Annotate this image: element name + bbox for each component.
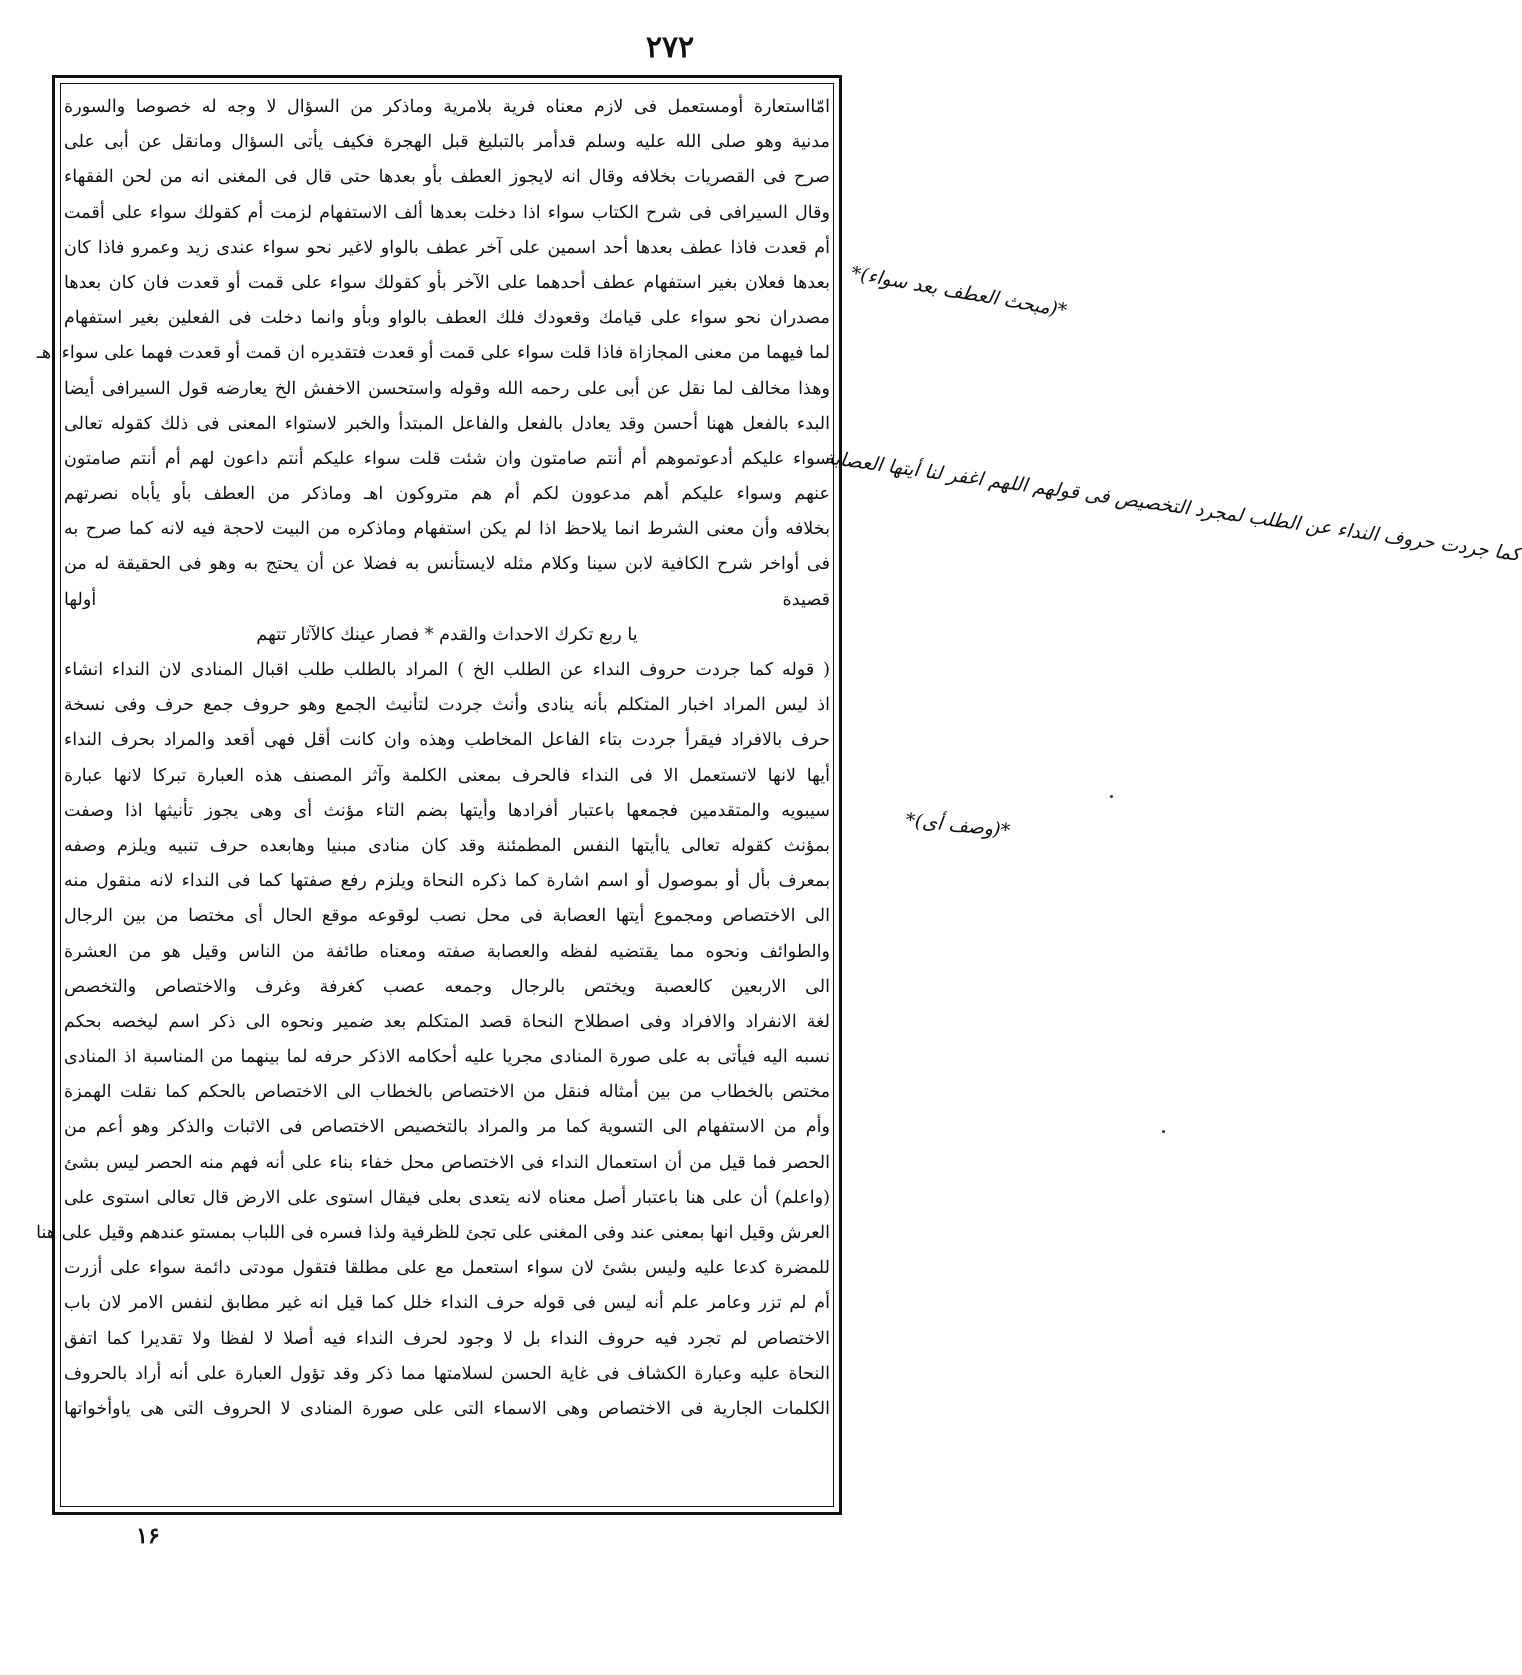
- text-line: لما فيهما من معنى المجازاة فاذا قلت سواء على قمت أو قعدت فتقديره ان قمت أو قعدت فهما على سواء اهـ: [36, 343, 830, 364]
- page-number: ۲۷۲: [645, 30, 695, 65]
- text-line: الاختصاص لم تجرد فيه حروف النداء بل لا وجود لحرف النداء فيه أصلا لا لفظا ولا تقديرا كما اتفق: [64, 1328, 830, 1349]
- margin-note-nida: كما جردت حروف النداء عن الطلب لمجرد التخصيص فى قولهم اللهم اغفر لنا أيتها العصابة: [823, 446, 1522, 566]
- text-line: مختص بالخطاب من بين أمثاله فنقل من الاختصاص بالخطاب الى الاختصاص بالحكم كما نقلت الهمزة: [64, 1082, 830, 1103]
- text-line: عنهم وسواء عليكم أهم مدعوون لكم أم هم متروكون اهـ وماذكر من العطف بأو يأباه نصرتهم: [64, 484, 830, 505]
- text-line: أم لم تزر وعامر علم أنه ليس فى قوله حرف النداء خلل كما قيل انه غير مطابق لنفس الامر لان باب: [64, 1293, 830, 1314]
- text-line: مدنية وهو صلى الله عليه وسلم قدأمر بالتبليغ قبل الهجرة فكيف يأتى السؤال ومانقل عن أبى على: [64, 132, 830, 153]
- text-line: فى أواخر شرح الكافية لابن سينا وكلام مثله لايستأنس به فضلا عن أن يحتج به وهو فى الحقيقة له من: [64, 554, 830, 575]
- text-line: النحاة عليه وعبارة الكشاف فى غاية الحسن لسلامتها مما ذكر وقد تؤول العبارة على أنه أراد بالحروف: [64, 1363, 830, 1384]
- text-line: أم قعدت فاذا عطف بعدها أحد اسمين على آخر عطف بالواو لاغير نحو سواء عندى زيد وعمرو فاذا كان: [64, 237, 830, 258]
- text-line: بمؤنث كقوله تعالى ياأيتها النفس المطمئنة وقد كان منادى مبنيا وهابعده حرف تنبيه ويلزم وصفه: [64, 835, 830, 856]
- text-line: بمعرف بأل أو بموصول أو اسم اشارة كما ذكره النحاة ويلزم رفع صفتها كما فى النداء لانه منقول منه: [64, 871, 830, 892]
- text-line: (واعلم) أن على هنا باعتبار أصل معناه لانه يتعدى بعلى فيقال استوى على الارض قال تعالى استوى على: [64, 1187, 830, 1208]
- main-text-block: [36, 90, 830, 1500]
- margin-note-wasf-ay: *(وصف أى)*: [904, 809, 1012, 842]
- text-line: لغة الانفراد والافراد وفى اصطلاح النحاة قصد المتكلم بعد ضمير ونحوه الى ذكر اسم ليخصه بحكم: [64, 1011, 830, 1032]
- text-line: الى الاختصاص ومجموع أيتها العصابة فى محل نصب لوقوعه موقع الحال أى مختصا من بين الرجال: [64, 906, 830, 927]
- text-line: الكلمات الجارية فى الاختصاص وهى الاسماء التى على صورة المنادى لا الحروف التى هى ياوأخواتها: [64, 1398, 830, 1419]
- text-line: البدء بالفعل ههنا أحسن وقد يعادل بالفعل والفاعل المبتدأ والخبر لاستواء المعنى فى ذلك كقوله تعالى: [64, 413, 830, 434]
- text-line: وقال السيرافى فى شرح الكتاب سواء اذا دخلت بعدها ألف الاستفهام لزمت أم كقولك سواء على أقمت: [64, 202, 830, 223]
- verse-line: يا ربع تكرك الاحداث والقدم * فصار عينك كالآثار تتهم: [256, 624, 638, 645]
- text-line: حرف بالافراد فيقرأ جردت بتاء الفاعل المخاطب وهذه وان كانت أقل فهى أقعد والمراد بحرف النداء: [64, 730, 830, 751]
- text-line: سواء عليكم أدعوتموهم أم أنتم صامتون وان شئت قلت سواء عليكم أنتم داعون لهم أم أنتم صامتون: [64, 448, 830, 469]
- text-line: العرش وقيل انها بمعنى عند وفى المغنى على تجئ للظرفية ولذا فسره فى اللباب بمستو عندهم وقيل على هنا: [36, 1223, 830, 1243]
- text-line: مصدران نحو سواء على قيامك وقعودك فلك العطف بالواو وبأو وانما دخلت فى الفعلين بغير استفهام: [64, 308, 830, 329]
- text-line: الى الاربعين كالعصبة ويختص بالرجال وجمعه عصب كغرفة وغرف والاختصاص والتخصص: [64, 976, 830, 997]
- text-line: صرح فى القصريات بخلافه وقال انه لايجوز العطف بأو بعدها حتى قال فى المغنى انه من لحن الفقهاء: [64, 167, 830, 188]
- footer-mark: ۱۶: [136, 1523, 160, 1549]
- text-line: أيها لانها لاتستعمل الا فى النداء فالحرف بمعنى الكلمة وآثر المصنف هذه العبارة تبركا لانها عبارة: [64, 765, 830, 786]
- text-line: وأم من الاستفهام الى التسوية كما مر والمراد بالتخصيص الاختصاص فى الاثبات والذكر وهو أعم من: [64, 1117, 830, 1138]
- text-line: امّااستعارة أومستعمل فى لازم معناه فرية بلامرية وماذكر من السؤال لا وجه له خصوصا والسورة: [64, 97, 830, 117]
- text-line: الحصر فما قيل من أن استعمال النداء فى الاختصاص محل خفاء بناء على أنه فهم منه الحصر ليس بشئ: [64, 1152, 830, 1173]
- text-line: سيبويه والمتقدمين فجمعها باعتبار أفرادها وأيتها بضم التاء مؤنث أى وهى يجوز تأنيثها اذا وصفت: [64, 800, 830, 821]
- text-line: للمضرة كدعا عليه وليس بشئ لان سواء استعمل مع على مطلقا فتقول مودتى دائمة سواء على أزرت: [64, 1258, 830, 1279]
- text-line: بعدها فعلان بغير استفهام عطف أحدهما على الآخر بأو كقولك سواء على قمت أو قعدت فان كان بعدها: [64, 272, 830, 293]
- text-line: قصيدة أولها: [64, 589, 830, 610]
- text-line: بخلافه وأن معنى الشرط انما يلاحظ اذا لم يكن استفهام وماذكره من البيت لاحجة فيه لانه كما صرح به: [64, 519, 830, 540]
- margin-note-atf-sawa: *(مبحث العطف بعد سواء)*: [849, 262, 1069, 322]
- text-line: والطوائف ونحوه مما يقتضيه لفظه والعصابة صفته ومعناه طائفة من الناس وقيل هو من العشرة: [64, 941, 830, 962]
- text-line: اذ ليس المراد اخبار المتكلم بأنه ينادى وأنث جردت لتأنيث الجمع وهو حروف جمع حرف وفى نسخة: [64, 695, 830, 716]
- text-line: وهذا مخالف لما نقل عن أبى على رحمه الله وقوله واستحسن الاخفش الخ يعارضه قول السيرافى أيضا: [64, 378, 830, 399]
- text-line: ( قوله كما جردت حروف النداء عن الطلب الخ ) المراد بالطلب طلب اقبال المنادى لان النداء انشاء: [64, 660, 830, 680]
- text-line: نسبه اليه فيأتى به على صورة المنادى مجريا عليه أحكامه الاذكر حرفه لما بينهما من المناسبة اذ المنادى: [64, 1047, 830, 1068]
- stray-dot: [1162, 1130, 1165, 1133]
- stray-dot: [1110, 795, 1113, 798]
